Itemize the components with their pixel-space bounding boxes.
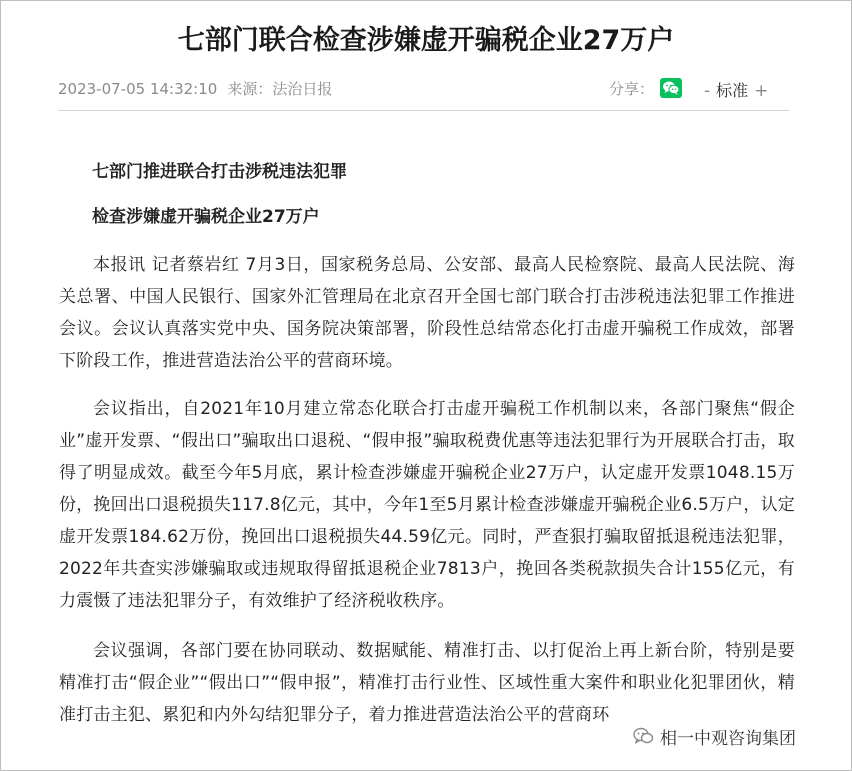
article-body [59,156,795,731]
watermark [626,722,804,750]
header-divider [58,110,789,111]
article-subheading: 七部门推进联合打击涉税违法犯罪 [92,162,347,182]
article-source: 来源：法治日报 [227,80,333,98]
wechat-share-glyph [660,78,682,98]
article-meta [58,78,332,99]
page-title: 七部门联合检查涉嫌虚开骗税企业27万户 [177,25,675,56]
font-size-control [704,78,768,101]
article-subheading: 检查涉嫌虚开骗税企业27万户 [92,207,320,227]
font-increase-button[interactable]: + [754,81,769,101]
article-paragraph: 会议指出，自2021年10月建立常态化联合打击虚开骗税工作机制以来，各部门聚焦“假企业”虚开发票、“假出口”骗取出口退税、“假申报”骗取税费优惠等违法犯罪行为开展联合打击，取得了明显成效。截至今年5月底，累计检查涉嫌虚开骗税企业27万户，认定虚开发票1048.15万份，挽回出口退税损失117.8亿元，其中，今年1至5月累计检查涉嫌虚开骗税企业6.5万户，认定虚开发票184.62万份，挽回出口退税损失44.59亿元。同时，严查狠打骗取留抵退税违法犯罪，2022年共查实涉嫌骗取或违规取得留抵退税企业7813户，挽回各类税款损失合计155亿元，有力震慑了违法犯罪分子，有效维护了经济税收秩序。 [59,399,795,611]
font-decrease-button[interactable]: - [704,81,711,101]
wechat-icon[interactable] [660,78,682,98]
article-paragraph: 会议强调，各部门要在协同联动、数据赋能、精准打击、以打促治上再上新台阶，特别是要精准打击“假企业”“假出口”“假申报”，精准打击行业性、区域性重大案件和职业化犯罪团伙，精准打击主犯、累犯和内外勾结犯罪分子，着力推进营造法治公平的营商环 [59,641,795,725]
publish-datetime: 2023-07-05 14:32:10 [58,80,218,98]
article-paragraph: 本报讯 记者蔡岩红 7月3日，国家税务总局、公安部、最高人民检察院、最高人民法院、海关总署、中国人民银行、国家外汇管理局在北京召开全国七部门联合打击涉税违法犯罪工作推进会议。会议认真落实党中央、国务院决策部署，阶段性总结常态化打击虚开骗税工作成效，部署下阶段工作，推进营造法治公平的营商环境。 [59,255,795,371]
share-label: 分享： [609,80,655,98]
font-size-label: 标准 [716,81,749,100]
wechat-official-account-icon [632,726,654,746]
watermark-text: 相一中观咨询集团 [660,728,796,749]
